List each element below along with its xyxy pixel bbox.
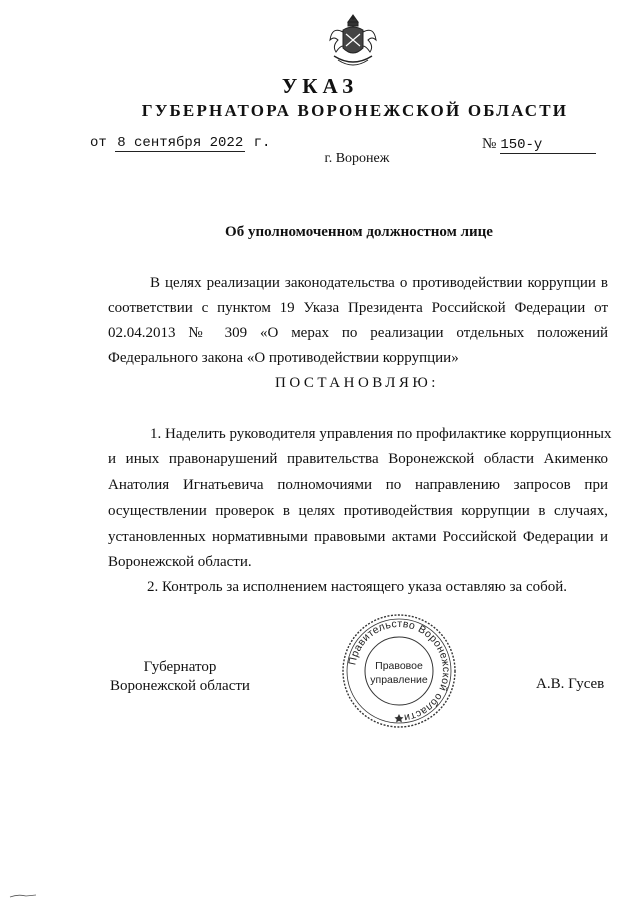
- preamble-line: Федерального закона «О противодействии коррупции»: [108, 350, 459, 366]
- item1-line: осуществлении проверок в целях противодействия коррупции в случаях,: [108, 503, 608, 519]
- coat-of-arms-emblem: [326, 12, 380, 70]
- document-date: [90, 135, 270, 151]
- number-value: 150-у: [500, 137, 596, 154]
- preamble-line: В целях реализации законодательства о противодействии коррупции в: [150, 275, 608, 291]
- item1-line: 1. Наделить руководителя управления по профилактике коррупционных: [150, 426, 612, 442]
- date-suffix: г.: [253, 135, 271, 151]
- item1-line: Анатолия Игнатьевича полномочиями по направлению запросов при: [108, 477, 608, 493]
- date-value: 8 сентября 2022: [117, 135, 244, 151]
- document-city: г. Воронеж: [324, 151, 390, 166]
- stamp-outer-text: Правительство Воронежской области: [346, 617, 453, 724]
- document-subtitle: ГУБЕРНАТОРА ВОРОНЕЖСКОЙ ОБЛАСТИ: [141, 101, 569, 120]
- position-line: Губернатор: [143, 659, 217, 675]
- date-prefix: от: [90, 135, 107, 151]
- signatory-position: [100, 658, 260, 696]
- signatory-name: А.В. Гусев: [536, 676, 605, 692]
- scan-edge-mark: [8, 893, 38, 899]
- document-title: УКАЗ: [281, 74, 359, 98]
- item2-paragraph: 2. Контроль за исполнением настоящего указа оставляю за собой.: [147, 579, 568, 595]
- stamp-inner-line: Правовое: [375, 660, 423, 672]
- position-line: Воронежской области: [110, 678, 250, 694]
- stamp-inner-line: управление: [370, 674, 428, 686]
- item1-line: и иных правонарушений правительства Воронежской области Акименко: [108, 451, 608, 467]
- item1-line: Воронежской области.: [108, 554, 252, 570]
- number-label: №: [482, 136, 497, 152]
- official-stamp: [340, 612, 458, 730]
- item1-line: установленных нормативными правовыми актами Российской Федерации и: [108, 529, 608, 545]
- decree-word: ПОСТАНОВЛЯЮ:: [275, 375, 439, 391]
- preamble-line: 02.04.2013 № 309 «О мерах по реализации отдельных положений: [108, 325, 608, 341]
- document-heading: Об уполномоченном должностном лице: [225, 224, 493, 240]
- preamble-line: соответствии с пунктом 19 Указа Президента Российской Федерации от: [108, 300, 608, 316]
- stamp-star-icon: [395, 714, 404, 722]
